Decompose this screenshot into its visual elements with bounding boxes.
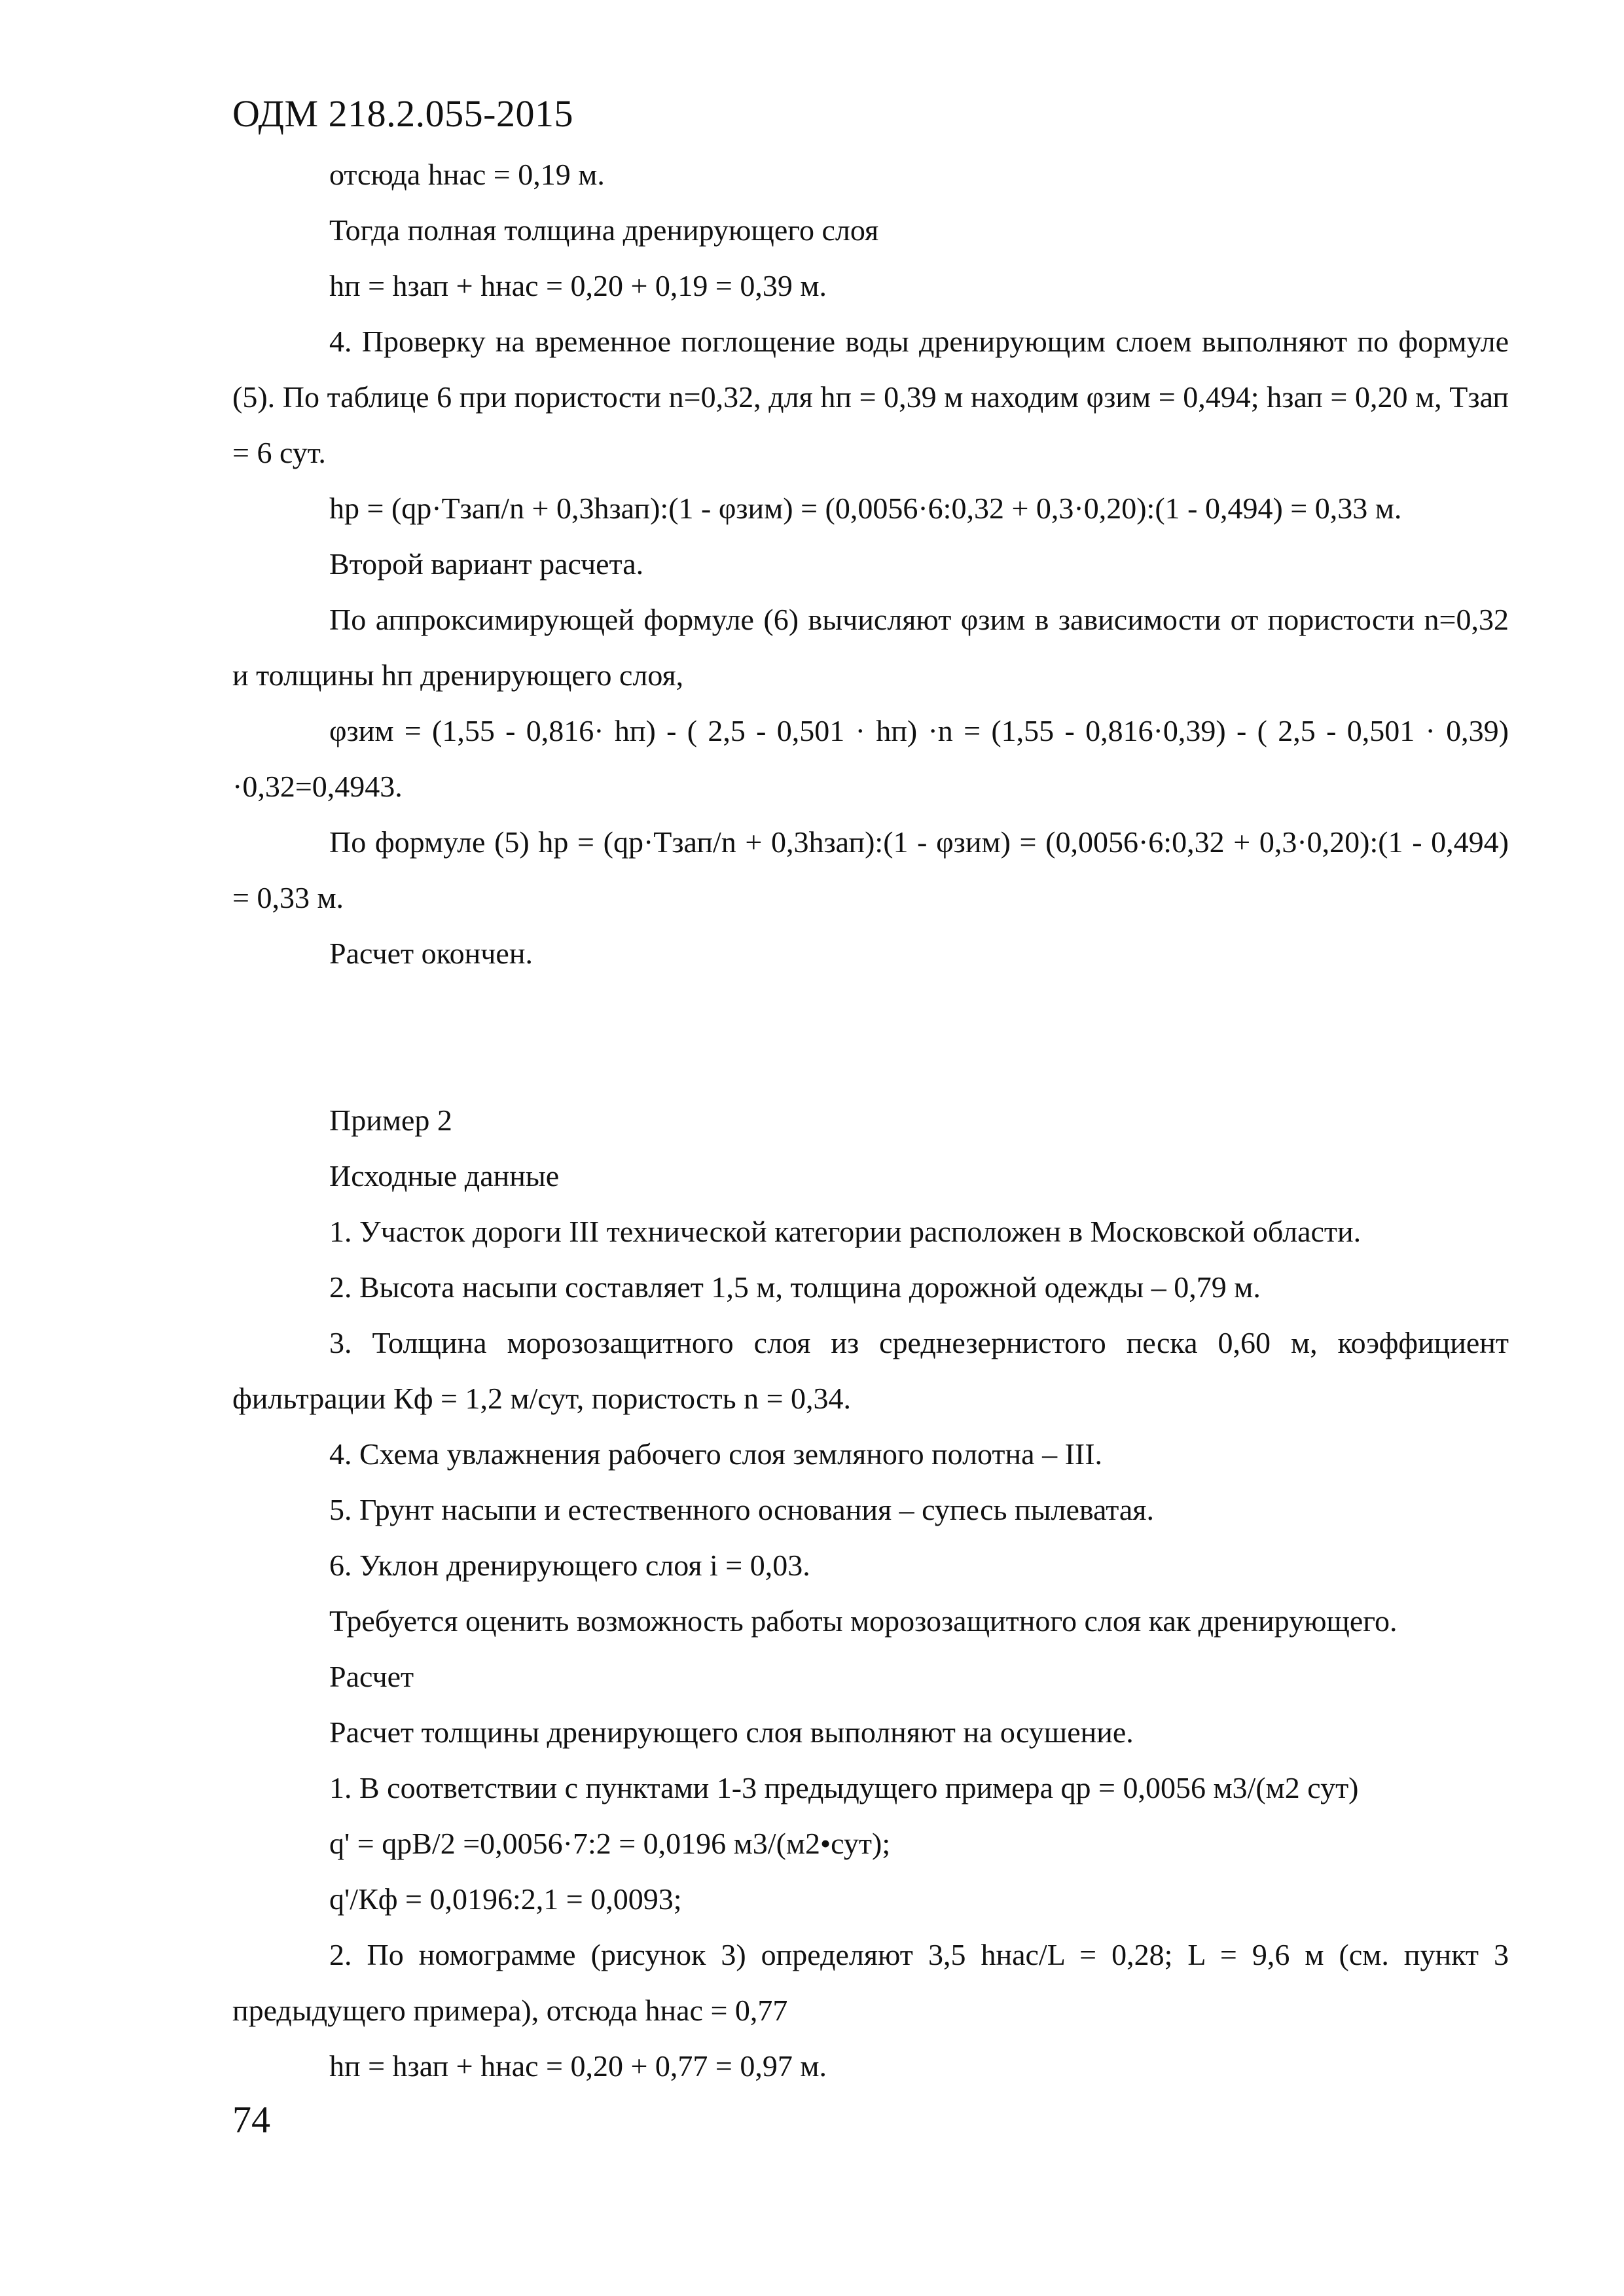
list-item: 6. Уклон дренирующего слоя i = 0,03.	[329, 1549, 810, 1582]
list-item: 4. Схема увлажнения рабочего слоя земляного полотна – III.	[329, 1437, 1103, 1471]
list-item: 2. Высота насыпи составляет 1,5 м, толщина дорожной одежды – 0,79 м.	[329, 1270, 1261, 1304]
paragraph: По аппроксимирующей формуле (6) вычисляют φзим в зависимости от пористости n=0,32 и толщины hп дренирующего слоя,	[232, 603, 1509, 692]
paragraph: 4. Проверку на временное поглощение воды дренирующим слоем выполняют по формуле (5). По таблице 6 при пористости n=0,32, для hп = 0,39 м находим φзим = 0,494; hзап = 0,20 м, Тзап = 6 сут.	[232, 325, 1509, 469]
list-item: 3. Толщина морозозащитного слоя из среднезернистого песка 0,60 м, коэффициент фильтрации Кф = 1,2 м/сут, пористость n = 0,34.	[232, 1326, 1509, 1415]
formula-line: hр = (qр·Тзап/n + 0,3hзап):(1 - φзим) = (0,0056·6:0,32 + 0,3·0,20):(1 - 0,494) = 0,33 м.	[329, 492, 1402, 525]
page-number: 74	[232, 2098, 270, 2141]
list-item: 5. Грунт насыпи и естественного основания – супесь пылеватая.	[329, 1493, 1154, 1526]
list-item: 1. Участок дороги III технической категории расположен в Московской области.	[329, 1215, 1362, 1248]
text-line: Расчет толщины дренирующего слоя выполняют на осушение.	[329, 1715, 1134, 1749]
text-line: Второй вариант расчета.	[329, 547, 644, 581]
formula-line: 1. В соответствии с пунктами 1-3 предыдущего примера qр = 0,0056 м3/(м2 сут)	[329, 1771, 1359, 1804]
document-body	[232, 147, 1509, 2094]
formula-paragraph: φзим = (1,55 - 0,816· hп) - ( 2,5 - 0,501 · hп) ·n = (1,55 - 0,816·0,39) - ( 2,5 - 0,501 · 0,39) ·0,32=0,4943.	[232, 714, 1509, 803]
document-code-header: ОДМ 218.2.055-2015	[232, 92, 573, 135]
subheading: Расчет	[329, 1660, 414, 1693]
text-line: Расчет окончен.	[329, 937, 533, 970]
text-line: отсюда hнас = 0,19 м.	[329, 158, 605, 191]
formula-line: q' = qрВ/2 =0,0056·7:2 = 0,0196 м3/(м2•сут);	[329, 1827, 891, 1860]
example-heading: Пример 2	[329, 1103, 452, 1137]
formula-line: q'/Кф = 0,0196:2,1 = 0,0093;	[329, 1882, 682, 1916]
subheading: Исходные данные	[329, 1159, 560, 1193]
paragraph: 2. По номограмме (рисунок 3) определяют 3,5 hнас/L = 0,28; L = 9,6 м (см. пункт 3 предыдущего примера), отсюда hнас = 0,77	[232, 1938, 1509, 2027]
text-line: Требуется оценить возможность работы морозозащитного слоя как дренирующего.	[329, 1604, 1398, 1638]
formula-paragraph: По формуле (5) hр = (qр·Тзап/n + 0,3hзап):(1 - φзим) = (0,0056·6:0,32 + 0,3·0,20):(1 - 0,494) = 0,33 м.	[232, 825, 1509, 914]
text-line: Тогда полная толщина дренирующего слоя	[329, 213, 879, 247]
section-gap	[232, 981, 1509, 1092]
formula-line: hп = hзап + hнас = 0,20 + 0,77 = 0,97 м.	[329, 2049, 827, 2083]
formula-line: hп = hзап + hнас = 0,20 + 0,19 = 0,39 м.	[329, 269, 827, 302]
